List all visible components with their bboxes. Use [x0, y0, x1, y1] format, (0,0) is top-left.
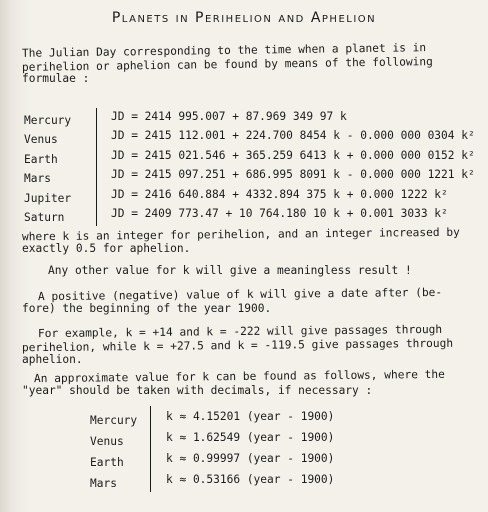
intro-line-2: perihelion or aphelion can be found by means of the following: [21, 55, 433, 74]
formula-planet: Jupiter: [24, 191, 72, 205]
formula-planet: Earth: [24, 152, 58, 166]
para3-line-2: fore) the beginning of the year 1900.: [22, 302, 272, 315]
formula-formula: JD = 2416 640.884 + 4332.894 375 k + 0.000 1222 k²: [111, 187, 448, 201]
para3-line-1: A positive (negative) value of k will give a date after (be-: [37, 285, 443, 304]
intro-line-3: formulae :: [22, 72, 90, 85]
approx-planet: Mars: [90, 477, 117, 490]
para1-line-1: where k is an integer for perihelion, and an integer increased by: [21, 225, 460, 244]
para5-line-1: An approximate value for k can be found as follows, where the: [33, 367, 445, 386]
formula-formula: JD = 2409 773.47 + 10 764.180 10 k + 0.001 3033 k²: [111, 207, 448, 220]
approx-formula: k ≈ 4.15201 (year - 1900): [166, 410, 335, 423]
formula-planet: Venus: [24, 133, 58, 147]
approx-planet: Earth: [90, 456, 124, 469]
intro-line-1: The Julian Day corresponding to the time when a planet is in: [21, 41, 427, 60]
approx-planet: Mercury: [90, 414, 138, 427]
approx-planet: Venus: [90, 435, 124, 448]
para2: Any other value for k will give a meaningless result !: [48, 264, 412, 277]
formula-formula: JD = 2415 021.546 + 365.259 6413 k + 0.000 000 0152 k²: [111, 148, 475, 162]
formula-planet: Saturn: [24, 211, 65, 224]
formula-planet: Mercury: [24, 114, 72, 127]
approx-formula: k ≈ 0.53166 (year - 1900): [166, 473, 335, 486]
para4-line-2: perihelion, while k = +27.5 and k = -119.5 give passages through: [21, 336, 454, 355]
approx-formula: k ≈ 0.99997 (year - 1900): [166, 452, 335, 465]
page-title: Planets in Perihelion and Aphelion: [111, 10, 377, 26]
formula-formula: JD = 2415 112.001 + 224.700 8454 k - 0.000 000 0304 k²: [111, 129, 475, 143]
formula-formula: JD = 2415 097.251 + 686.995 8091 k - 0.000 000 1221 k²: [111, 168, 475, 182]
para4-line-1: For example, k = +14 and k = -222 will give passages through: [37, 322, 443, 341]
formula-planet: Mars: [24, 172, 51, 186]
approx-divider: [150, 406, 151, 492]
formula-formula: JD = 2414 995.007 + 87.969 349 97 k: [111, 110, 347, 123]
para5-line-2: "year" should be taken with decimals, if necessary :: [22, 384, 373, 397]
formula-divider: [96, 108, 97, 226]
para4-line-3: aphelion.: [22, 353, 83, 366]
approx-formula: k ≈ 1.62549 (year - 1900): [166, 431, 335, 444]
para1-line-2: exactly 0.5 for aphelion.: [22, 242, 191, 255]
